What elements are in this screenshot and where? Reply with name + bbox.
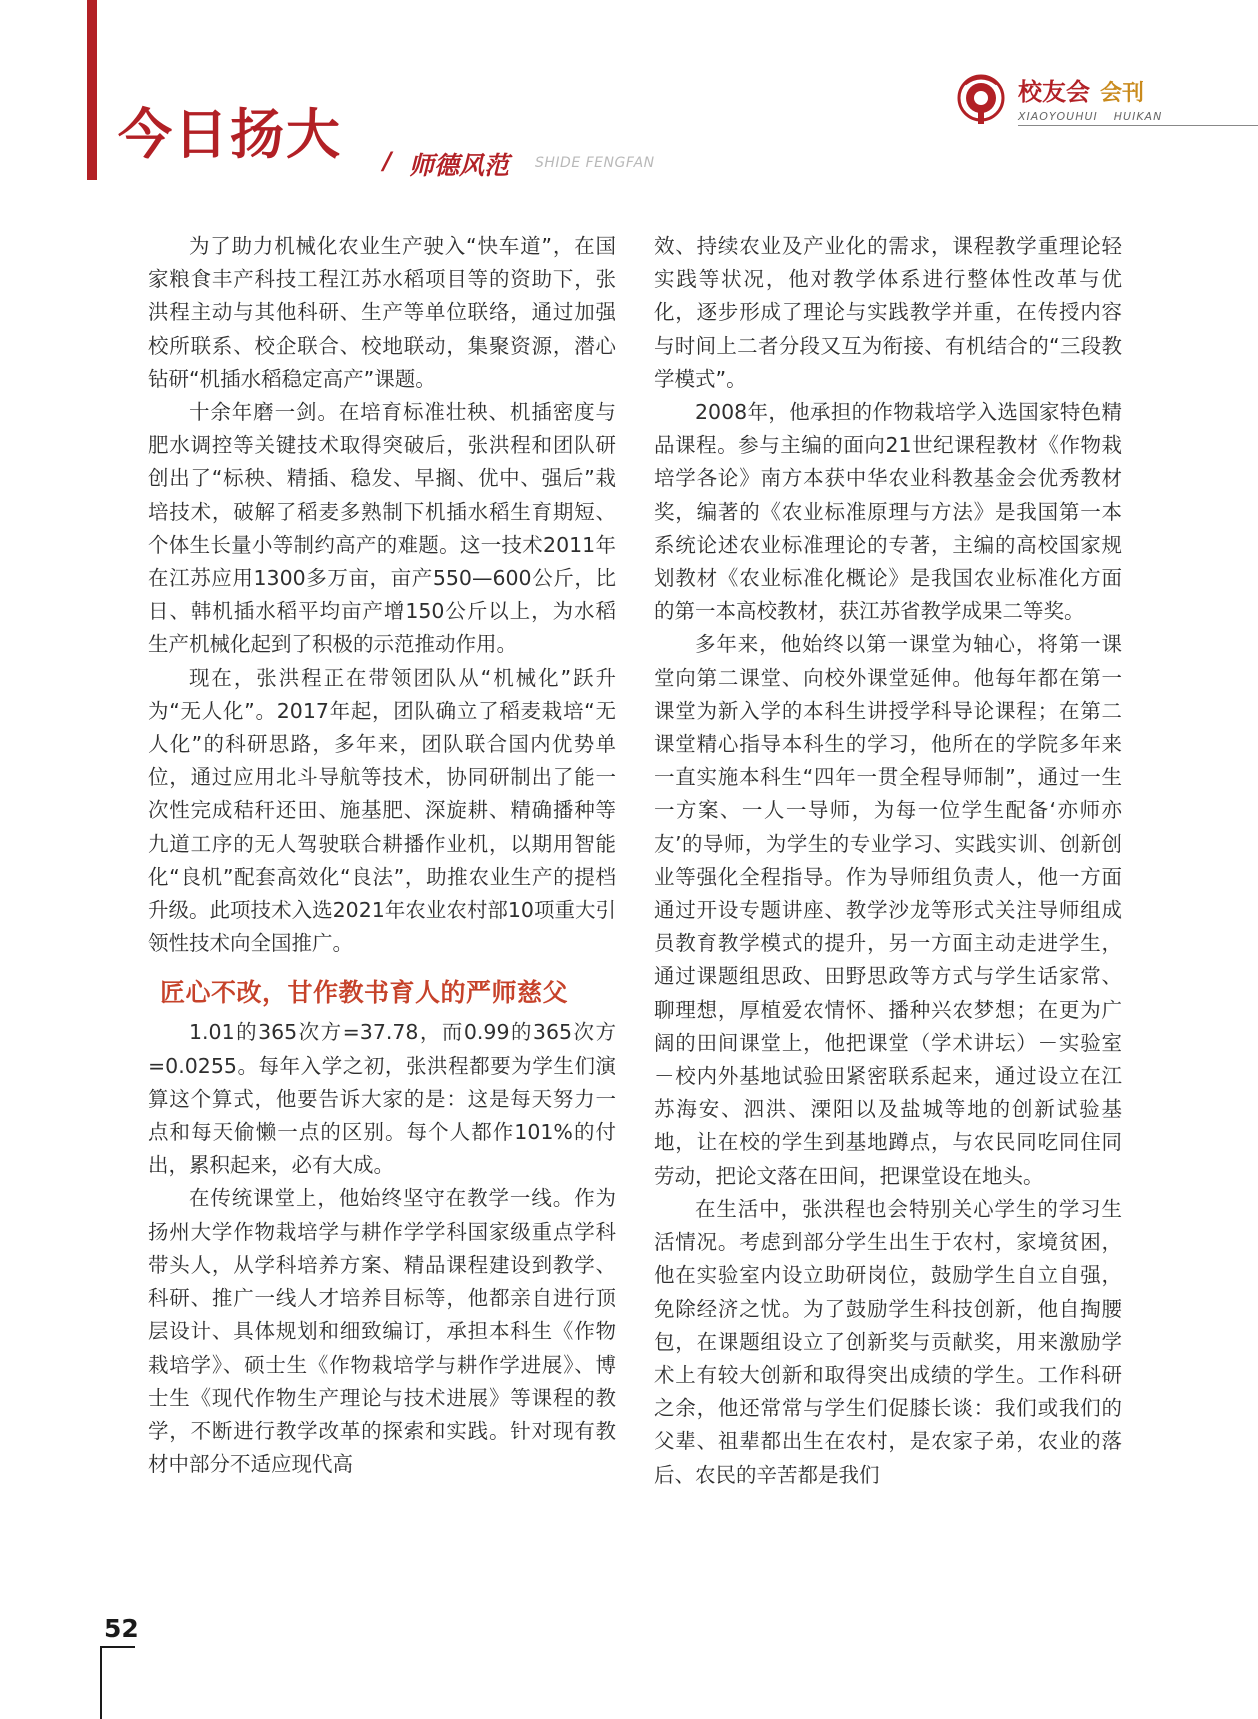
magazine-pinyin — [1018, 110, 1162, 123]
header-accent-bar — [87, 0, 97, 180]
paragraph: 十余年磨一剑。在培育标准壮秧、机插密度与肥水调控等关键技术取得突破后，张洪程和团队研创出了“标秧、精插、稳发、早搁、优中、强后”栽培技术，破解了稻麦多熟制下机插水稻生育期短、个体生长量小等制约高产的难题。这一技术2011年在江苏应用1300多万亩，亩产550—600公斤，比日、韩机插水稻平均亩产增150公斤以上，为水稻生产机械化起到了积极的示范推动作用。 — [148, 400, 616, 657]
title-separator: / — [383, 147, 392, 175]
magazine-pinyin-sub: HUIKAN — [1113, 110, 1163, 123]
section-title: 今日扬大 — [118, 103, 342, 166]
paragraph: 现在，张洪程正在带领团队从“机械化”跃升为“无人化”。2017年起，团队确立了稻麦栽培“无人化”的科研思路，多年来，团队联合国内优势单位，通过应用北斗导航等技术，协同研制出了能一次性完成秸秆还田、施基肥、深旋耕、精确播种等九道工序的无人驾驶联合耕播作业机，以期用智能化“良机”配套高效化“良法”，助推农业生产的提档升级。此项技术入选2021年农业农村部10项重大引领性技术向全国推广。 — [148, 665, 616, 956]
column-pinyin: SHIDE FENGFAN — [535, 155, 655, 171]
paragraph: 为了助力机械化农业生产驶入“快车道”，在国家粮食丰产科技工程江苏水稻项目等的资助下，张洪程主动与其他科研、生产等单位联络，通过加强校所联系、校企联合、校地联动，集聚资源，潜心钻研“机插水稻稳定高产”课题。 — [148, 234, 616, 391]
paragraph: 在生活中，张洪程也会特别关心学生的学习生活情况。考虑到部分学生出生于农村，家境贫困，他在实验室内设立助研岗位，鼓励学生自立自强，免除经济之忧。为了鼓励学生科技创新，他自掏腰包，在课题组设立了创新奖与贡献奖，用来激励学术上有较大创新和取得突出成绩的学生。工作科研之余，他还常常与学生们促膝长谈：我们或我们的父辈、祖辈都出生在农村，是农家子弟，农业的落后、农民的辛苦都是我们 — [654, 1196, 1122, 1487]
page-number-rule — [101, 1646, 135, 1648]
paragraph: 在传统课堂上，他始终坚守在教学一线。作为扬州大学作物栽培学与耕作学学科国家级重点学科带头人，从学科培养方案、精品课程建设到教学、科研、推广一线人才培养目标等，他都亲自进行顶层设计、具体规划和细致编订，承担本科生《作物栽培学》、硕士生《作物栽培学与耕作学进展》、博士生《现代作物生产理论与技术进展》等课程的教学，不断进行教学改革的探索和实践。针对现有教材中部分不适应现代高 — [148, 1186, 616, 1477]
subheading: 匠心不改，甘作教书育人的严师慈父 — [160, 978, 569, 1008]
column-title: 师德风范 — [409, 151, 510, 180]
paragraph: 2008年，他承担的作物栽培学入选国家特色精品课程。参与主编的面向21世纪课程教材《作物栽培学各论》南方本获中华农业科教基金会优秀教材奖，编著的《农业标准原理与方法》是我国第一本系统论述农业标准理论的专著，主编的高校国家规划教材《农业标准化概论》是我国农业标准化方面的第一本高校教材，获江苏省教学成果二等奖。 — [654, 400, 1122, 624]
page-number: 52 — [104, 1614, 139, 1643]
paragraph: 1.01的365次方=37.78，而0.99的365次方=0.0255。每年入学之初，张洪程都要为学生们演算这个算式，他要告诉大家的是：这是每天努力一点和每天偷懒一点的区别。每个人都作101%的付出，累积起来，必有大成。 — [148, 1020, 616, 1178]
school-emblem-icon — [955, 74, 1007, 126]
right-column — [654, 230, 1122, 1492]
header-rule — [1018, 125, 1258, 126]
magazine-pinyin-main: XIAOYOUHUI — [1018, 110, 1098, 123]
page-margin-line — [100, 1646, 102, 1719]
left-column — [148, 230, 616, 1481]
paragraph: 多年来，他始终以第一课堂为轴心，将第一课堂向第二课堂、向校外课堂延伸。他每年都在第一课堂为新入学的本科生讲授学科导论课程；在第二课堂精心指导本科生的学习，他所在的学院多年来一直实施本科生“四年一贯全程导师制”，通过一生一方案、一人一导师，为每一位学生配备‘亦师亦友’的导师，为学生的专业学习、实践实训、创新创业等强化全程指导。作为导师组负责人，他一方面通过开设专题讲座、教学沙龙等形式关注导师组成员教育教学模式的提升，另一方面主动走进学生，通过课题组思政、田野思政等方式与学生话家常、聊理想，厚植爱农情怀、播种兴农梦想；在更为广阔的田间课堂上，他把课堂（学术讲坛）－实验室－校内外基地试验田紧密联系起来，通过设立在江苏海安、泗洪、溧阳以及盐城等地的创新试验基地，让在校的学生到基地蹲点，与农民同吃同住同劳动，把论文落在田间，把课堂设在地头。 — [654, 632, 1122, 1188]
magazine-name-sub: 会刊 — [1100, 81, 1145, 106]
magazine-name-main: 校友会 — [1018, 78, 1090, 106]
magazine-title — [1018, 80, 1144, 105]
paragraph: 效、持续农业及产业化的需求，课程教学重理论轻实践等状况，他对教学体系进行整体性改革与优化，逐步形成了理论与实践教学并重，在传授内容与时间上二者分段又互为衔接、有机结合的“三段教学模式”。 — [654, 234, 1122, 391]
